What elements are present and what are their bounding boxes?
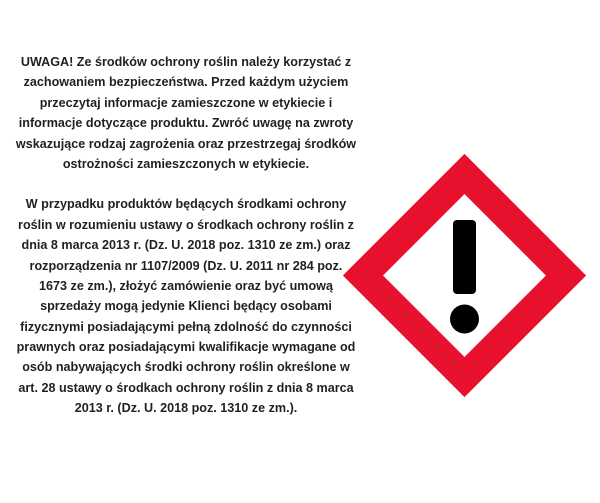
- warning-paragraph-safety: UWAGA! Ze środków ochrony roślin należy korzystać z zachowaniem bezpieczeństwa. Przed każdym użyciem przeczytaj informacje zamieszczone w etykiecie i informacje dotyczące produktu. Zwróć uwagę na zwroty wskazujące rodzaj zagrożenia oraz przestrzegaj środków ostrożności zamieszczonych w etykiecie.: [15, 55, 357, 171]
- ghs-exclamation-mark-hazard-icon: [343, 154, 586, 397]
- warning-paragraph-legal: W przypadku produktów będących środkami ochrony roślin w rozumieniu ustawy o środkach ochrony roślin z dnia 8 marca 2013 r. (Dz. U. 2018 poz. 1310 ze zm.) oraz rozporządzenia nr 1107/2009 (Dz. U. 2011 nr 284 poz. 1673 ze zm.), złożyć zamówienie oraz być umową sprzedaży mogą jedynie Klienci będący osobami fizycznymi posiadającymi pełną zdolność do czynności prawnych oraz posiadającymi kwalifikacje wymagane od osób nabywających środki ochrony roślin określone w art. 28 ustawy o środkach ochrony roślin z dnia 8 marca 2013 r. (Dz. U. 2018 poz. 1310 ze zm.).: [16, 197, 356, 416]
